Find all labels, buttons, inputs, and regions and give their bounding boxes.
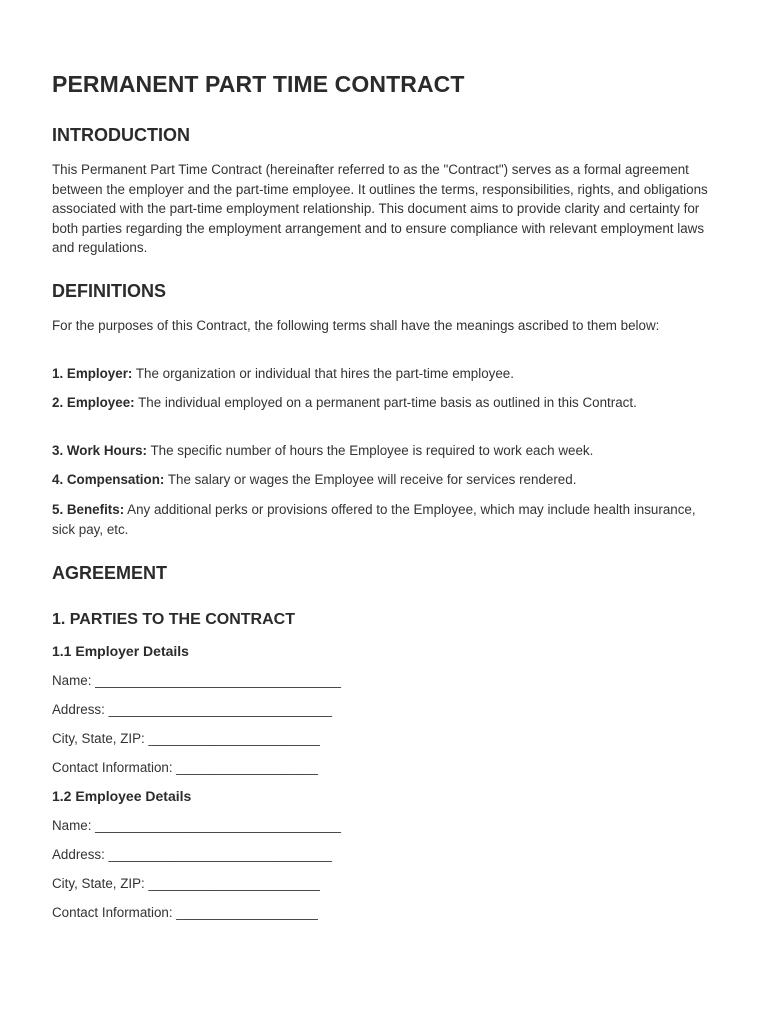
employee-city-field[interactable]: City, State, ZIP: _______________________ bbox=[52, 876, 320, 891]
definition-text: The individual employed on a permanent part-time basis as outlined in this Contract. bbox=[134, 395, 637, 410]
employer-contact-field[interactable]: Contact Information: ___________________ bbox=[52, 760, 318, 775]
employer-details-heading: 1.1 Employer Details bbox=[52, 643, 189, 659]
definition-item-employer bbox=[52, 364, 717, 384]
document-title: PERMANENT PART TIME CONTRACT bbox=[52, 71, 465, 97]
agreement-heading: AGREEMENT bbox=[52, 563, 168, 583]
introduction-heading: INTRODUCTION bbox=[52, 125, 190, 145]
introduction-paragraph: This Permanent Part Time Contract (hereinafter referred to as the "Contract") serves as a formal agreement between the employer and the part-time employee. It outlines the terms, responsibilities, rights, and obligations associated with the part-time employment relationship. This document aims to provide clarity and certainty for both parties regarding the employment arrangement and to ensure compliance with relevant employment laws and regulations. bbox=[52, 162, 708, 256]
employer-address-field[interactable]: Address: ______________________________ bbox=[52, 702, 332, 717]
employer-name-field[interactable]: Name: _________________________________ bbox=[52, 673, 341, 688]
definition-item-compensation bbox=[52, 470, 717, 490]
definition-text: Any additional perks or provisions offered to the Employee, which may include health insurance, sick pay, etc. bbox=[52, 502, 696, 537]
employee-name-field[interactable]: Name: _________________________________ bbox=[52, 818, 341, 833]
definition-text: The salary or wages the Employee will receive for services rendered. bbox=[164, 472, 577, 487]
employee-address-field[interactable]: Address: ______________________________ bbox=[52, 847, 332, 862]
definition-term: 2. Employee: bbox=[52, 395, 135, 410]
definition-term: 1. Employer: bbox=[52, 366, 133, 381]
employee-details-heading: 1.2 Employee Details bbox=[52, 788, 192, 804]
parties-heading: 1. PARTIES TO THE CONTRACT bbox=[52, 611, 295, 628]
definition-term: 4. Compensation: bbox=[52, 472, 165, 487]
definition-term: 3. Work Hours: bbox=[52, 443, 147, 458]
definition-term: 5. Benefits: bbox=[52, 502, 125, 517]
definition-item-employee bbox=[52, 393, 717, 413]
definitions-lead: For the purposes of this Contract, the following terms shall have the meanings ascribed to them below: bbox=[52, 318, 660, 333]
definitions-heading: DEFINITIONS bbox=[52, 281, 167, 301]
definition-item-work-hours bbox=[52, 441, 717, 461]
definition-text: The organization or individual that hires the part-time employee. bbox=[132, 366, 514, 381]
definition-text: The specific number of hours the Employee is required to work each week. bbox=[147, 443, 594, 458]
employee-contact-field[interactable]: Contact Information: ___________________ bbox=[52, 905, 318, 920]
employer-city-field[interactable]: City, State, ZIP: _______________________ bbox=[52, 731, 320, 746]
definition-item-benefits bbox=[52, 500, 717, 539]
